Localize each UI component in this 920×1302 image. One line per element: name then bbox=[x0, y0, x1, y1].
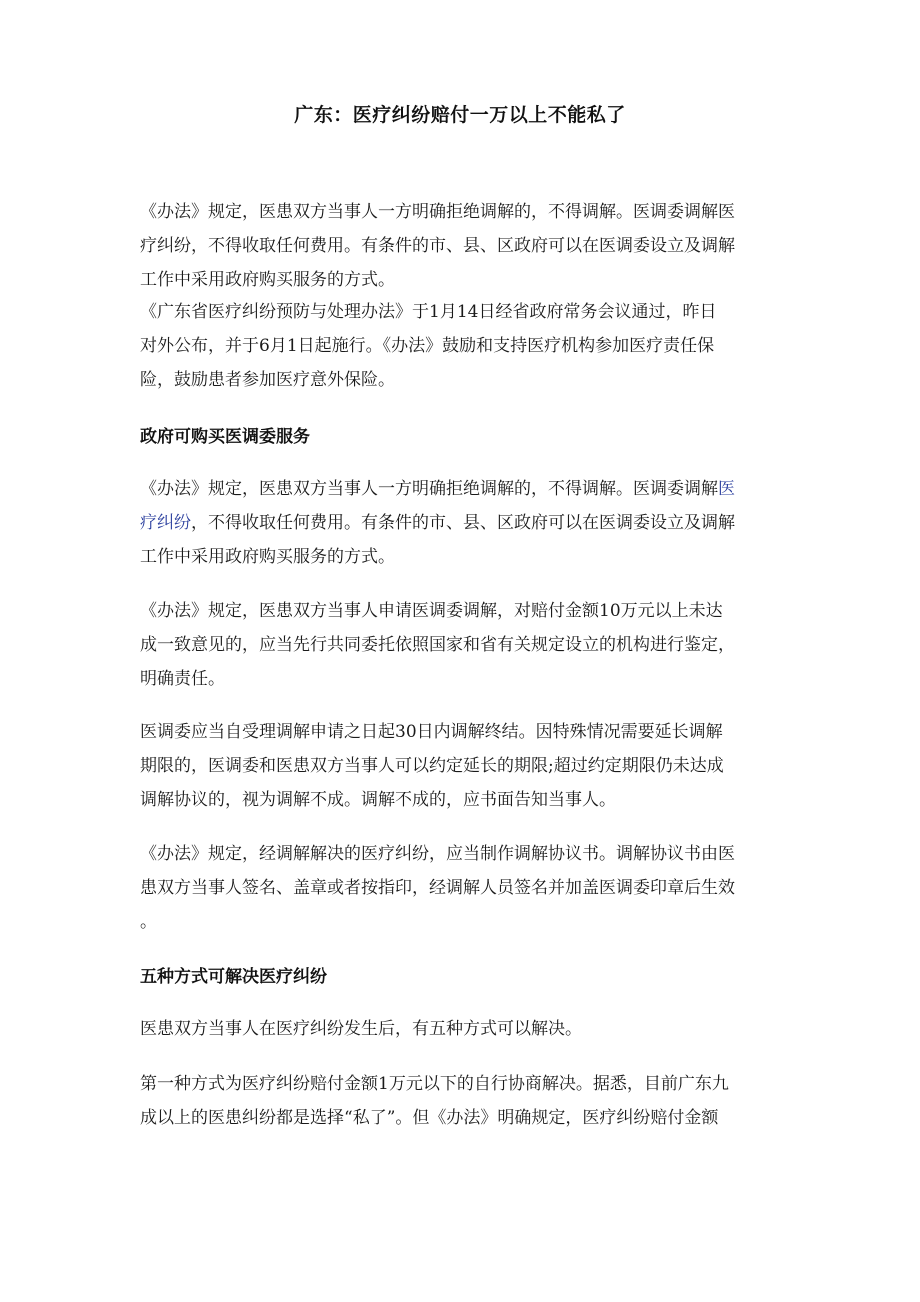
paragraph-7 bbox=[140, 1012, 790, 1046]
paragraph-line: 对外公布，并于6月1日起施行。《办法》鼓励和支持医疗机构参加医疗责任保 bbox=[140, 336, 715, 356]
paragraph-4 bbox=[140, 594, 790, 696]
paragraph-line: 期限的，医调委和医患双方当事人可以约定延长的期限;超过约定期限仍未达成 bbox=[140, 756, 724, 776]
paragraph-line: 调解协议的，视为调解不成。调解不成的，应书面告知当事人。 bbox=[140, 790, 616, 810]
paragraph-line: 成以上的医患纠纷都是选择“私了”。但《办法》明确规定，医疗纠纷赔付金额 bbox=[140, 1108, 719, 1128]
paragraph-line: 工作中采用政府购买服务的方式。 bbox=[140, 270, 395, 290]
paragraph-5 bbox=[140, 715, 790, 817]
paragraph-line: 患双方当事人签名、盖章或者按指印，经调解人员签名并加盖医调委印章后生效 bbox=[140, 878, 735, 898]
paragraph-8 bbox=[140, 1067, 790, 1135]
paragraph-line: 明确责任。 bbox=[140, 669, 225, 689]
medical-dispute-link[interactable]: 医 bbox=[718, 479, 735, 499]
paragraph-6 bbox=[140, 837, 790, 939]
paragraph-line: 疗纠纷，不得收取任何费用。有条件的市、县、区政府可以在医调委设立及调解 bbox=[140, 236, 735, 256]
paragraph-line: 医患双方当事人在医疗纠纷发生后，有五种方式可以解决。 bbox=[140, 1019, 582, 1039]
text-segment: 《办法》规定，医患双方当事人一方明确拒绝调解的，不得调解。医调委调解 bbox=[140, 479, 718, 499]
paragraph-line: 《办法》规定，医患双方当事人申请医调委调解，对赔付金额10万元以上未达 bbox=[140, 601, 723, 621]
paragraph-line: 《办法》规定，经调解解决的医疗纠纷，应当制作调解协议书。调解协议书由医 bbox=[140, 844, 735, 864]
paragraph-line bbox=[140, 472, 790, 506]
paragraph-3 bbox=[140, 472, 790, 574]
paragraph-line: 《广东省医疗纠纷预防与处理办法》于1月14日经省政府常务会议通过，昨日 bbox=[140, 302, 717, 322]
paragraph-line: 《办法》规定，医患双方当事人一方明确拒绝调解的，不得调解。医调委调解医 bbox=[140, 202, 735, 222]
paragraph-line: 险，鼓励患者参加医疗意外保险。 bbox=[140, 370, 395, 390]
paragraph-line: 第一种方式为医疗纠纷赔付金额1万元以下的自行协商解决。据悉，目前广东九 bbox=[140, 1074, 729, 1094]
paragraph-2 bbox=[140, 295, 790, 397]
paragraph-line: 。 bbox=[140, 912, 157, 932]
paragraph-line: 工作中采用政府购买服务的方式。 bbox=[140, 547, 395, 567]
paragraph-line: 医调委应当自受理调解申请之日起30日内调解终结。因特殊情况需要延长调解 bbox=[140, 722, 723, 742]
section-heading-1: 政府可购买医调委服务 bbox=[140, 427, 310, 447]
document-title: 广东：医疗纠纷赔付一万以上不能私了 bbox=[294, 104, 626, 126]
medical-dispute-link[interactable]: 疗纠纷 bbox=[140, 513, 191, 533]
section-heading-2: 五种方式可解决医疗纠纷 bbox=[140, 967, 327, 987]
paragraph-line bbox=[140, 506, 790, 540]
text-segment: ，不得收取任何费用。有条件的市、县、区政府可以在医调委设立及调解 bbox=[191, 513, 735, 533]
paragraph-1 bbox=[140, 195, 790, 297]
paragraph-line: 成一致意见的，应当先行共同委托依照国家和省有关规定设立的机构进行鉴定， bbox=[140, 635, 735, 655]
